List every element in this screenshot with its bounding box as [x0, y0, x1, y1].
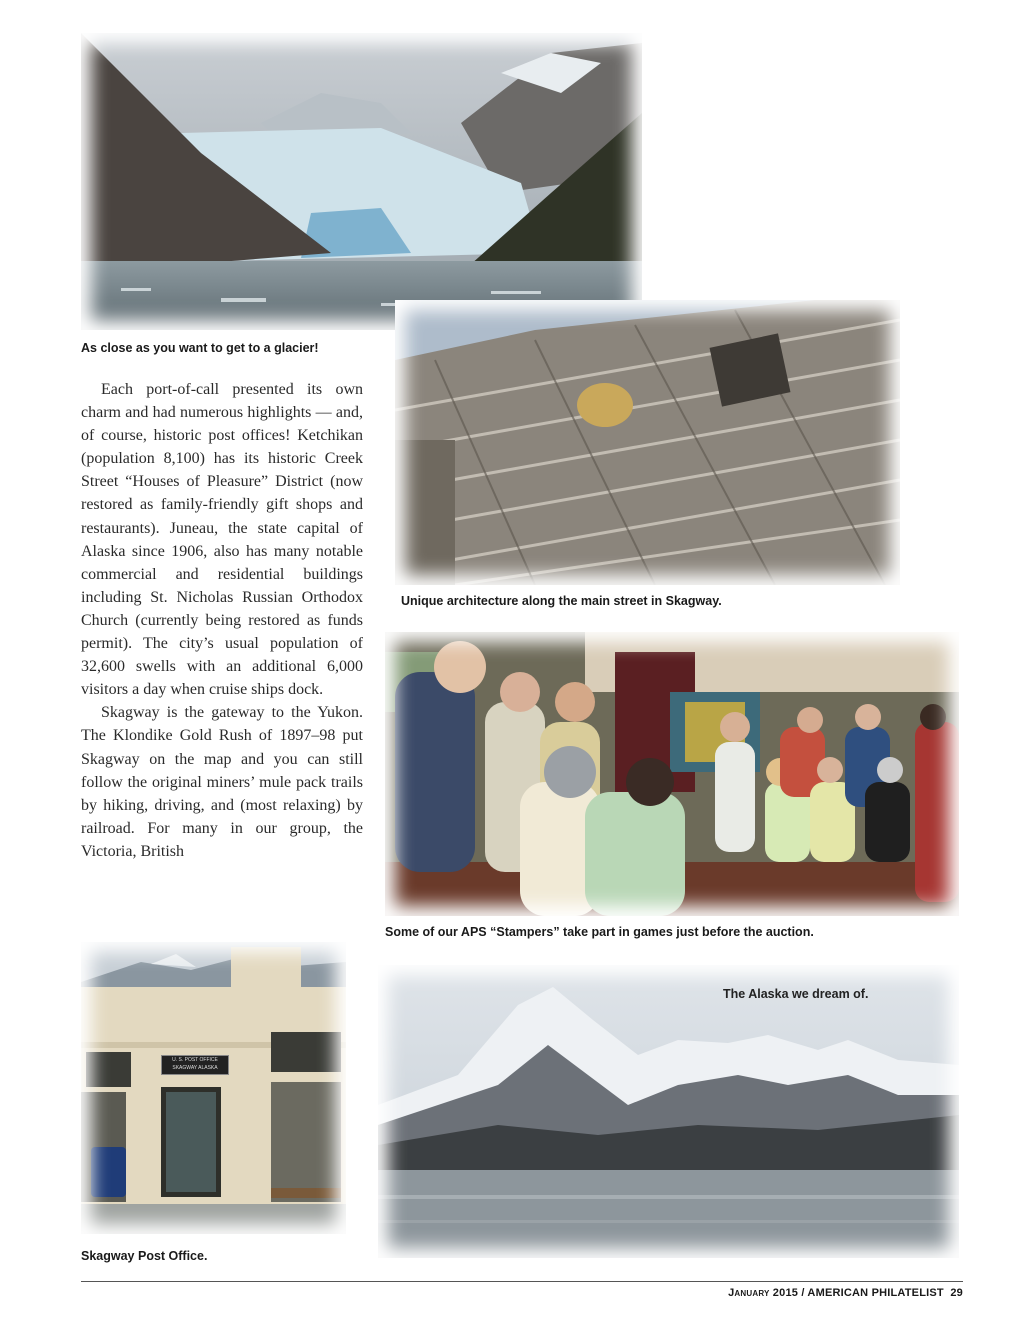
footer-publication: 2015 / AMERICAN PHILATELIST	[769, 1287, 944, 1299]
post-office-caption: Skagway Post Office.	[81, 1249, 208, 1263]
stampers-photo	[385, 632, 959, 916]
post-office-photo	[81, 942, 346, 1234]
paragraph-1: Each port-of-call presented its own charm and had numerous highlights — and, of course, historic post offices! Ketchikan (population 8,100) has its historic Creek Street “Houses of Pleasure” District (now restored as family-friendly gift shops and restaurants). Juneau, the state capital of Alaska since 1906, also has many notable commercial and residential buildings including St. Nicholas Russian Orthodox Church (currently being restored as funds permit). The city’s usual population of 32,600 swells with an additional 6,000 visitors a day when cruise ships dock.	[81, 381, 363, 699]
alaska-caption: The Alaska we dream of.	[723, 987, 869, 1001]
glacier-photo	[81, 33, 642, 330]
footer-rule	[81, 1281, 963, 1282]
article-body	[81, 378, 363, 863]
architecture-photo	[395, 300, 900, 585]
architecture-caption: Unique architecture along the main street in Skagway.	[401, 594, 722, 608]
stampers-caption: Some of our APS “Stampers” take part in games just before the auction.	[385, 925, 814, 939]
page-footer	[728, 1287, 963, 1299]
alaska-mountains-photo	[378, 965, 959, 1258]
paragraph-2: Skagway is the gateway to the Yukon. The Klondike Gold Rush of 1897–98 put Skagway on the map and you can still follow the original miners’ mule pack trails by hiking, driving, and (most relaxing) by railroad. For many in our group, the Victoria, British	[81, 704, 363, 860]
page-number: 29	[950, 1287, 963, 1299]
glacier-caption: As close as you want to get to a glacier!	[81, 341, 319, 355]
footer-month: January	[728, 1287, 770, 1299]
post-office-sign: U. S. POST OFFICE SKAGWAY ALASKA	[161, 1055, 229, 1075]
